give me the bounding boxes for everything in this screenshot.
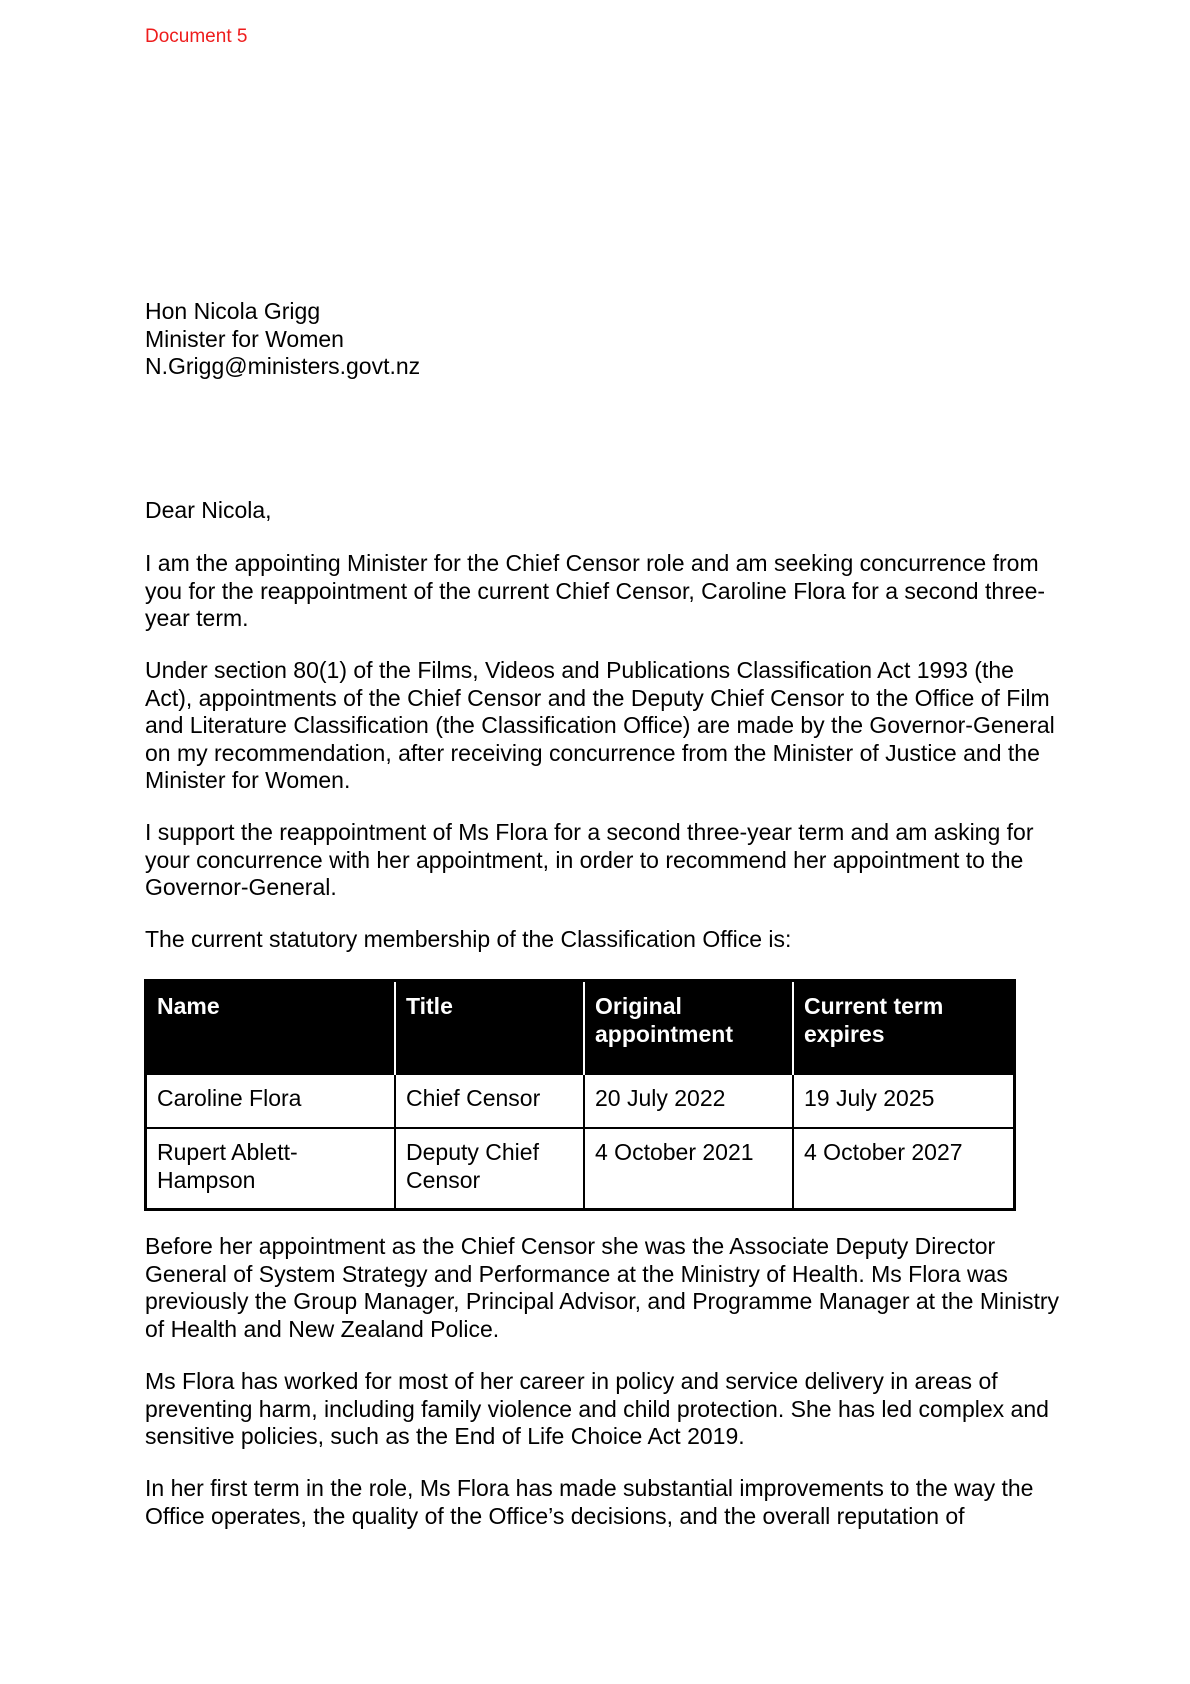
recipient-name: Hon Nicola Grigg (145, 298, 321, 324)
table-header-row (146, 981, 1015, 1075)
paragraph-first-term: In her first term in the role, Ms Flora has made substantial improvements to the way the Office operates, the quality of the Office’s decisions, and the overall reputation of (145, 1475, 1034, 1529)
cell-title: Chief Censor (395, 1074, 584, 1128)
table-row (146, 1074, 1015, 1128)
paragraph-policy-experience: Ms Flora has worked for most of her career in policy and service delivery in areas of preventing harm, including family violence and child protection. She has led complex and sensitive policies, such as the End of Life Choice Act 2019. (145, 1368, 1049, 1449)
cell-original-appointment: 4 October 2021 (584, 1128, 793, 1210)
document-label: Document 5 (145, 26, 248, 47)
recipient-email: N.Grigg@ministers.govt.nz (145, 353, 421, 379)
table-row (146, 1128, 1015, 1210)
membership-table (144, 979, 1016, 1211)
recipient-title: Minister for Women (145, 325, 344, 352)
cell-term-expires: 19 July 2025 (793, 1074, 1015, 1128)
cell-name: Caroline Flora (146, 1074, 396, 1128)
paragraph-prior-career: Before her appointment as the Chief Censor she was the Associate Deputy Director General of System Strategy and Performance at the Ministry of Health. Ms Flora was previously the Group Manager, Principal Advisor, and Programme Manager at the Ministry of Health and New Zealand Police. (145, 1233, 1060, 1342)
cell-term-expires: 4 October 2027 (793, 1128, 1015, 1210)
cell-original-appointment: 20 July 2022 (584, 1074, 793, 1128)
cell-title: Deputy Chief Censor (395, 1128, 584, 1210)
header-original-appointment: Original appointment (584, 981, 793, 1075)
header-title: Title (395, 981, 584, 1075)
header-name: Name (146, 981, 396, 1075)
paragraph-membership-intro: The current statutory membership of the Classification Office is: (145, 926, 792, 952)
paragraph-section-80: Under section 80(1) of the Films, Videos and Publications Classification Act 1993 (the Act), appointments of the Chief Censor and the Deputy Chief Censor to the Office of Film and Literature Classification (the Classification Office) are made by the Governor-General on my recommendation, after receiving concurrence from the Minister of Justice and the Minister for Women. (145, 657, 1055, 793)
recipient-address (145, 298, 420, 381)
paragraph-support-reappointment: I support the reappointment of Ms Flora for a second three-year term and am asking for your concurrence with her appointment, in order to recommend her appointment to the Governor-General. (145, 819, 1034, 900)
cell-name: Rupert Ablett-Hampson (146, 1128, 396, 1210)
salutation: Dear Nicola, (145, 497, 272, 523)
header-current-term-expires: Current term expires (793, 981, 1015, 1075)
paragraph-appointing-minister: I am the appointing Minister for the Chief Censor role and am seeking concurrence from you for the reappointment of the current Chief Censor, Caroline Flora for a second three-year term. (145, 550, 1046, 631)
